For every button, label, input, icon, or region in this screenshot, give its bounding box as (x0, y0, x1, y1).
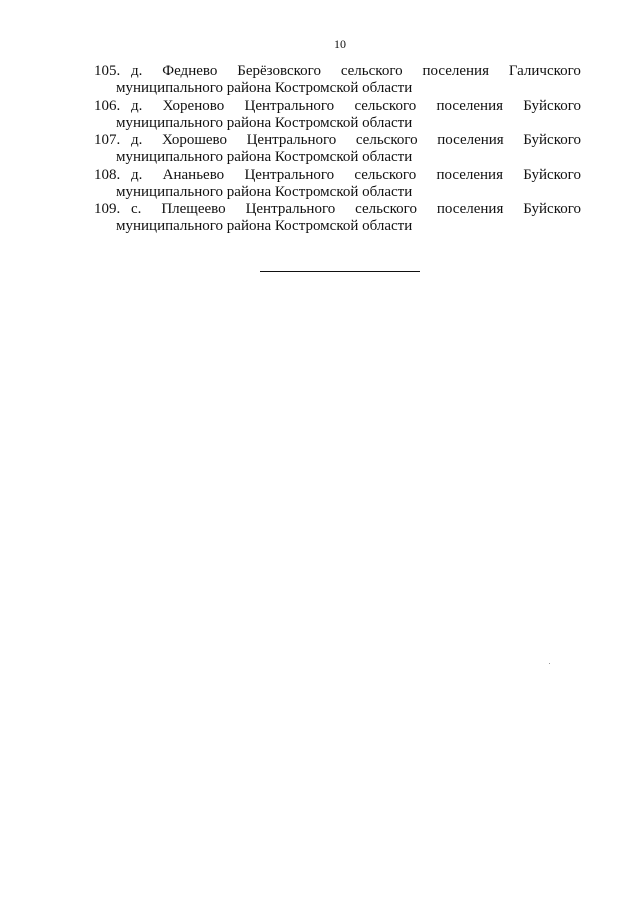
item-word: поселения (436, 201, 504, 217)
item-second-line: муниципального района Костромской области (116, 80, 413, 96)
list-item (94, 63, 581, 98)
item-word: поселения (436, 166, 503, 183)
settlement-type: д. (131, 132, 143, 148)
item-word: сельского (355, 201, 417, 217)
item-second-line: муниципального района Костромской области (116, 149, 413, 165)
item-word: поселения (422, 63, 489, 79)
item-word: сельского (340, 63, 403, 79)
list-item (94, 201, 581, 236)
settlement-unit: Берёзовского (237, 63, 321, 79)
item-first-line (131, 167, 581, 184)
settlement-type: д. (131, 63, 143, 79)
list-item (94, 132, 581, 167)
settlement-name: Плещеево (161, 201, 226, 217)
district-name: Буйского (523, 201, 581, 217)
settlement-unit: Центрального (246, 132, 337, 148)
list-item (94, 167, 581, 202)
settlement-name: Ананьево (162, 166, 225, 183)
item-second-line: муниципального района Костромской области (116, 218, 413, 234)
item-first-line (131, 201, 581, 218)
page-number: 10 (334, 37, 346, 51)
settlement-name: Хорошево (161, 132, 228, 148)
settlement-name: Феднево (162, 63, 218, 79)
item-second-line: муниципального района Костромской области (116, 114, 413, 131)
district-name: Буйского (523, 97, 581, 114)
item-number: 105. (94, 63, 121, 79)
item-second-line: муниципального района Костромской области (116, 183, 413, 200)
item-number: 106. (94, 97, 121, 114)
settlement-unit: Центрального (244, 97, 335, 114)
item-word: сельского (354, 97, 417, 114)
item-word: поселения (437, 132, 504, 148)
district-name: Буйского (523, 132, 581, 148)
item-word: сельского (355, 132, 418, 148)
district-name: Буйского (523, 166, 581, 183)
item-word: поселения (436, 97, 503, 114)
settlement-unit: Центрального (245, 201, 336, 217)
settlement-unit: Центрального (244, 166, 335, 183)
item-first-line (131, 63, 581, 80)
list-item (94, 98, 581, 133)
scan-speck (549, 663, 550, 664)
item-first-line (131, 98, 581, 115)
item-word: сельского (354, 166, 417, 183)
settlement-name: Хореново (162, 97, 225, 114)
settlement-type: д. (131, 166, 143, 183)
settlement-type: д. (131, 97, 143, 114)
district-name: Галичского (508, 63, 581, 79)
end-of-list-divider (260, 271, 420, 272)
item-number: 109. (94, 201, 121, 217)
item-first-line (131, 132, 581, 149)
settlement-list (94, 63, 581, 236)
item-number: 108. (94, 166, 121, 183)
settlement-type: с. (131, 201, 142, 217)
item-number: 107. (94, 132, 121, 148)
